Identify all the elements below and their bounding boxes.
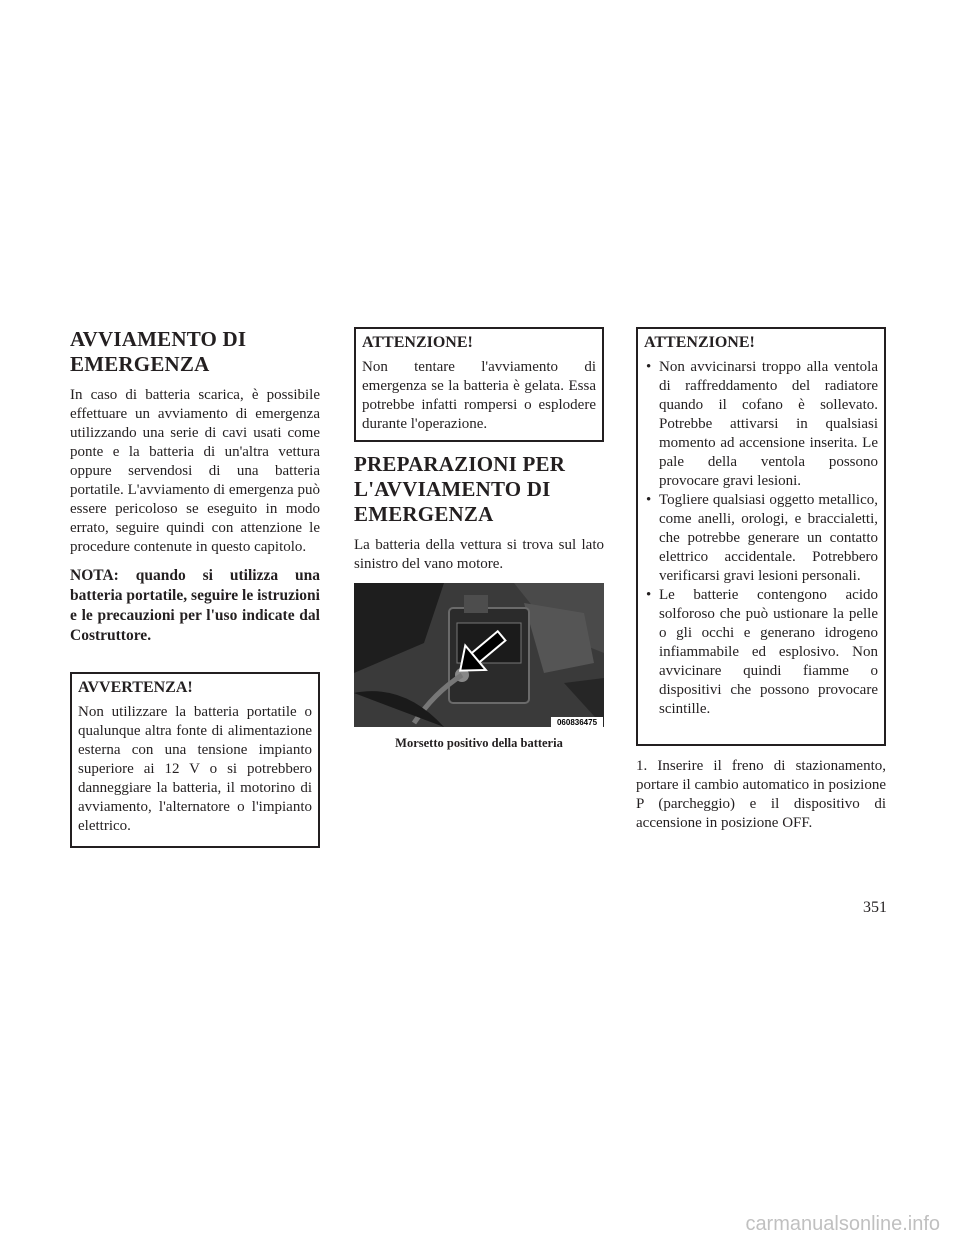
watermark: carmanualsonline.info <box>745 1213 940 1235</box>
caution-title-right: ATTENZIONE! <box>644 334 755 351</box>
caution-title: ATTENZIONE! <box>362 334 473 351</box>
warning-title: AVVERTENZA! <box>78 679 193 696</box>
battery-location-paragraph: La batteria della vettura si trova sul lato sinistro del vano motore. <box>354 537 604 572</box>
caution-box-safety <box>636 327 886 746</box>
caution-text: Non tentare l'avviamento di emergenza se la batteria è gelata. Essa potrebbe infatti rompersi o esplodere durante l'operazione. <box>362 359 596 432</box>
column-left <box>70 327 320 848</box>
note-paragraph: NOTA: quando si utilizza una batteria portatile, seguire le istruzioni e le precauzioni per l'uso indicate dal Costruttore. <box>70 567 320 644</box>
image-code-label: 060836475 <box>556 718 598 727</box>
caution-box-frozen-battery <box>354 327 604 442</box>
warning-box <box>70 672 320 848</box>
column-right <box>636 327 886 833</box>
step-1-paragraph: 1. Inserire il freno di stazionamento, portare il cambio automatico in posizione P (parcheggio) e il dispositivo di accensione in posizione OFF. <box>636 758 886 831</box>
section-heading-preparation: PREPARAZIONI PER L'AVVIAMENTO DI EMERGENZA <box>354 452 566 526</box>
page-number: 351 <box>863 899 887 916</box>
section-heading-emergency-start: AVVIAMENTO DI EMERGENZA <box>70 327 247 376</box>
caution-bullet-item: • Le batterie contengono acido solforoso che può ustionare la pelle o gli occhi e generano idrogeno infiammabile ed esplosivo. Non avvicinare quindi fiamme o dispositivi che possono provocare scintille. <box>646 587 878 717</box>
column-middle <box>354 327 604 771</box>
caution-bullet-item: • Non avvicinarsi troppo alla ventola di raffreddamento del radiatore quando il cofano è sollevato. Potrebbe attivarsi in qualsiasi momento ad accensione inserita. Le pale della ventola possono provocare gravi lesioni. <box>646 359 878 489</box>
intro-paragraph: In caso di batteria scarica, è possibile effettuare un avviamento di emergenza utilizzando una serie di cavi usati come ponte e la batteria di un'altra vettura oppure servendosi di una batteria portatile. L'avviamento di emergenza può essere pericoloso se eseguito in modo errato, seguire quindi con attenzione le procedure contenute in questo capitolo. <box>70 387 320 555</box>
caution-bullet-list <box>644 358 878 719</box>
bullet-icon: • <box>646 492 652 508</box>
bullet-icon: • <box>646 587 652 603</box>
bullet-icon: • <box>646 359 652 375</box>
warning-text: Non utilizzare la batteria portatile o qualunque altra fonte di alimentazione esterna con una tensione impianto superiore ai 12 V o si potrebbero danneggiare la batteria, il motorino di avviamento, l'alternatore o l'impianto elettrico. <box>78 704 312 834</box>
photo-caption: Morsetto positivo della batteria <box>395 736 563 750</box>
battery-terminal-photo <box>354 583 604 727</box>
caution-bullet-item: • Togliere qualsiasi oggetto metallico, come anelli, orologi, e braccialetti, che potrebbe generare un contatto elettrico accidentale. Potrebbero verificarsi gravi lesioni personali. <box>646 492 878 584</box>
